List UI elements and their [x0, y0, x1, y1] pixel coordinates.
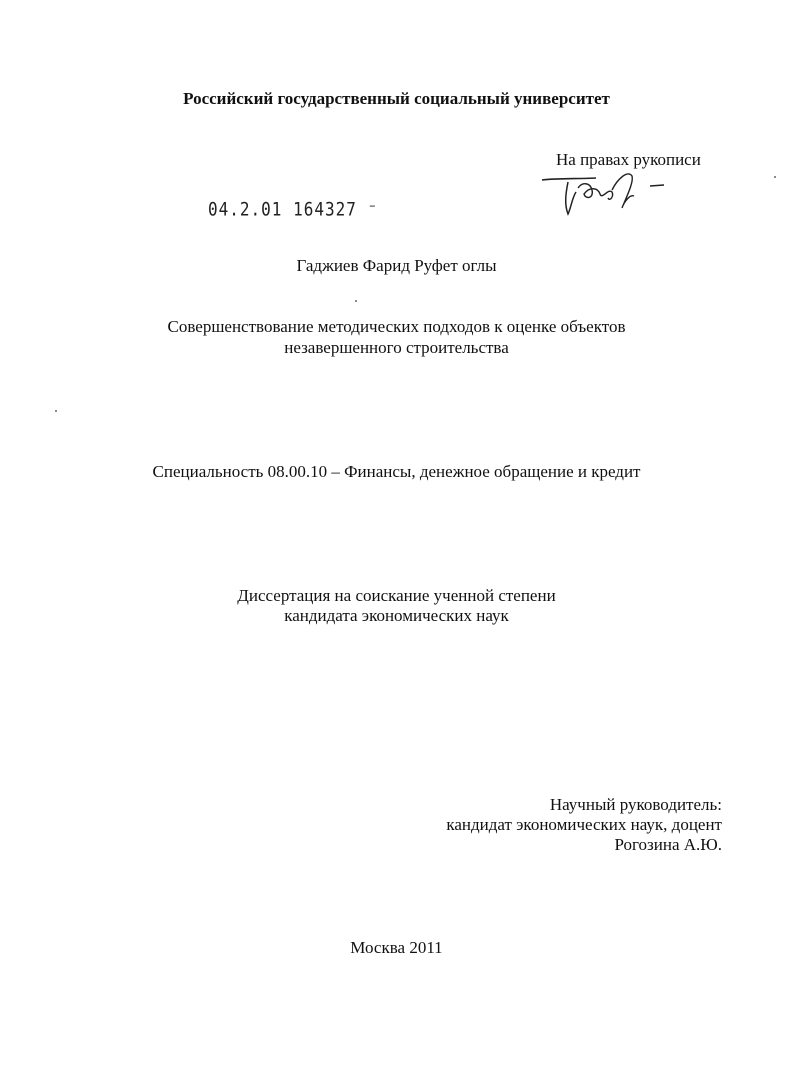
supervisor-name: Рогозина А.Ю.: [614, 835, 722, 854]
degree-line-1: Диссертация на соискание ученной степени: [237, 586, 556, 605]
scan-speck: [774, 176, 776, 178]
thesis-title-line-1: Совершенствование методических подходов к оценке объектов: [167, 317, 626, 336]
registration-stamp-number: 04.2.01 164327 ⁻: [208, 198, 379, 220]
scan-speck: [55, 410, 57, 412]
scan-speck: [355, 300, 357, 302]
supervisor-label: Научный руководитель:: [549, 795, 722, 814]
specialty-line: Специальность 08.00.10 – Финансы, денежное обращение и кредит: [152, 462, 641, 481]
rights-note: На правах рукописи: [556, 150, 701, 169]
city-year: Москва 2011: [350, 938, 443, 957]
handwritten-signature: [538, 168, 668, 224]
degree-line-2: кандидата экономических наук: [284, 606, 509, 625]
supervisor-title: кандидат экономических наук, доцент: [446, 815, 722, 834]
university-name: Российский государственный социальный университет: [183, 89, 610, 108]
author-name: Гаджиев Фарид Руфет оглы: [296, 256, 497, 275]
thesis-title-line-2: незавершенного строительства: [284, 338, 509, 357]
